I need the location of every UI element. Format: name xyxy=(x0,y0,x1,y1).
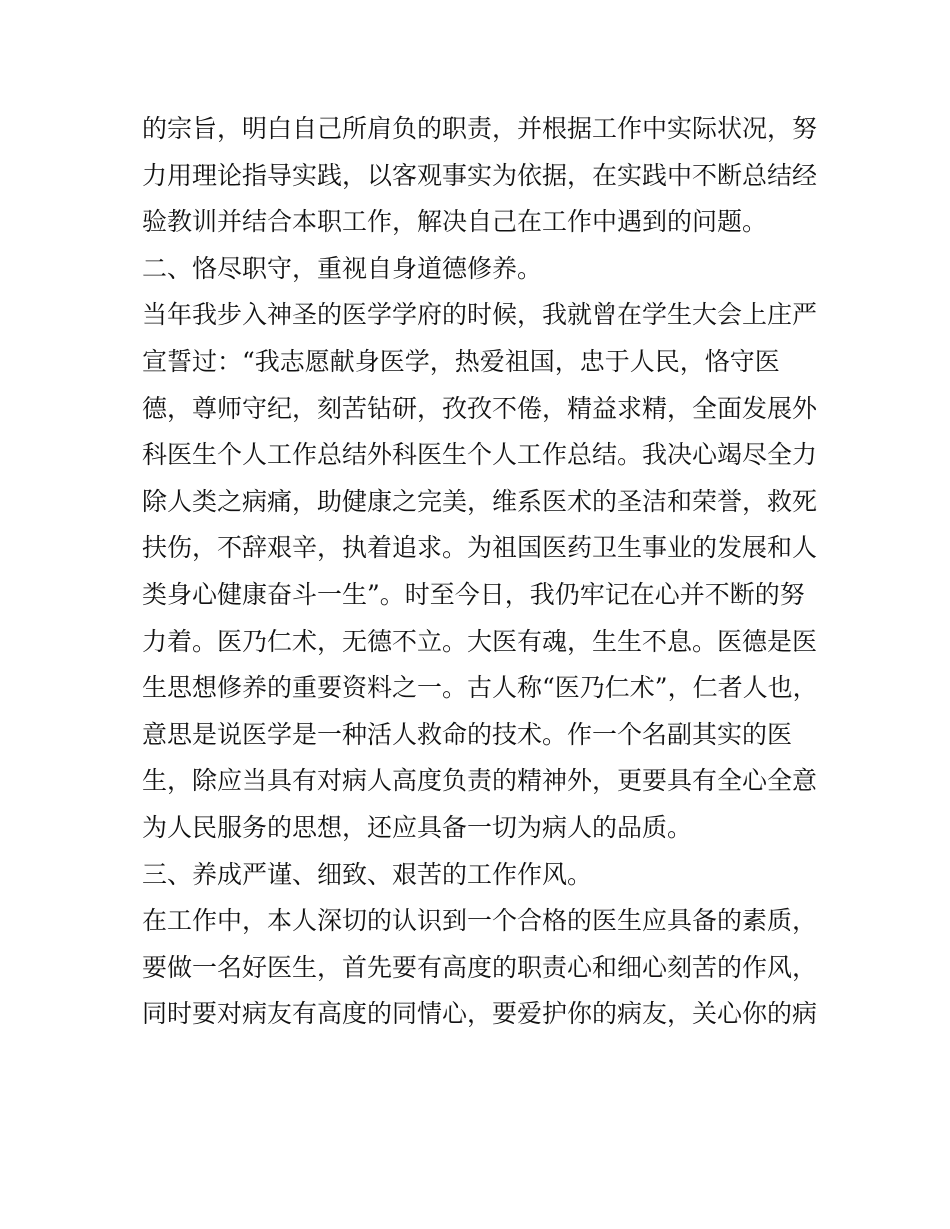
text-line: 科医生个人工作总结外科医生个人工作总结。我决心竭尽全力 xyxy=(142,440,818,470)
text-line: 的宗旨，明白自己所肩负的职责，并根据工作中实际状况，努 xyxy=(142,114,818,143)
text-line: 生，除应当具有对病人高度负责的精神外，更要具有全心全意 xyxy=(142,766,818,796)
text-line: 要做一名好医生，首先要有高度的职责心和细心刻苦的作风， xyxy=(142,952,818,982)
text-line: 验教训并结合本职工作，解决自己在工作中遇到的问题。 xyxy=(142,207,768,237)
text-line: 除人类之病痛，助健康之完美，维系医术的圣洁和荣誉，救死 xyxy=(142,486,818,516)
text-line: 生思想修养的重要资料之一。古人称“医乃仁术”，仁者人也， xyxy=(142,673,818,703)
text-line: 当年我步入神圣的医学学府的时候，我就曾在学生大会上庄严 xyxy=(142,300,818,330)
document-body xyxy=(142,106,822,1038)
text-line: 力用理论指导实践，以客观事实为依据，在实践中不断总结经 xyxy=(142,160,818,190)
text-line: 意思是说医学是一种活人救命的技术。作一个名副其实的医 xyxy=(142,719,793,749)
section-heading: 二、恪尽职守，重视自身道德修养。 xyxy=(142,253,543,283)
text-line: 宣誓过：“我志愿献身医学，热爱祖国，忠于人民，恪守医 xyxy=(142,346,780,376)
text-line: 扶伤，不辞艰辛，执着追求。为祖国医药卫生事业的发展和人 xyxy=(142,533,818,563)
text-line: 力着。医乃仁术，无德不立。大医有魂，生生不息。医德是医 xyxy=(142,626,818,656)
text-line: 类身心健康奋斗一生”。时至今日，我仍牢记在心并不断的努 xyxy=(142,579,805,609)
text-line: 同时要对病友有高度的同情心，要爱护你的病友，关心你的病 xyxy=(142,999,818,1029)
text-line: 在工作中，本人深切的认识到一个合格的医生应具备的素质， xyxy=(142,906,818,936)
text-line: 德，尊师守纪，刻苦钻研，孜孜不倦，精益求精，全面发展外 xyxy=(142,393,818,423)
section-heading: 三、养成严谨、细致、艰苦的工作作风。 xyxy=(142,859,593,889)
text-line: 为人民服务的思想，还应具备一切为病人的品质。 xyxy=(142,812,693,842)
